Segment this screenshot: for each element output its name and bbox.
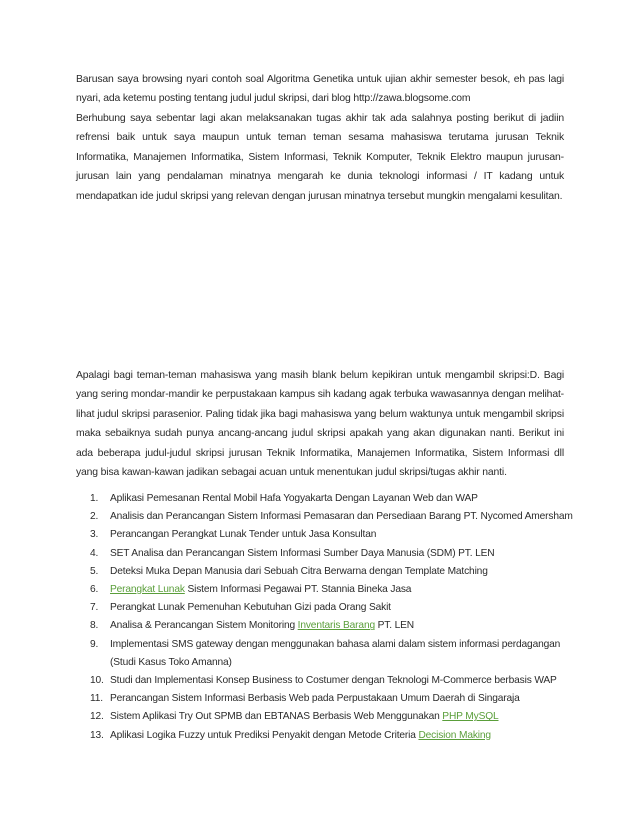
item-text: Sistem Aplikasi Try Out SPMB dan EBTANAS Berbasis Web Menggunakan [110,711,443,723]
item-number: 5. [90,565,99,577]
thesis-title-list [76,490,576,745]
item-text: Aplikasi Pemesanan Rental Mobil Hafa Yogyakarta Dengan Layanan Web dan WAP [110,493,478,504]
item-text: Studi dan Implementasi Konsep Business to Costumer dengan Teknologi M-Commerce berbasis WAP [110,675,557,687]
item-number: 4. [90,547,99,559]
list-item [76,508,576,526]
item-text: Analisis dan Perancangan Sistem Informasi Pemasaran dan Persediaan Barang PT. Nycomed Amersham [110,511,573,523]
item-number: 7. [90,602,99,614]
list-item [76,636,576,672]
intro-paragraph: Barusan saya browsing nyari contoh soal Algoritma Genetika untuk ujian akhir semester besok, eh pas lagi nyari, ada ketemu posting tentang judul judul skripsi, dari blog http://zawa.blogsome.com [76,74,564,105]
item-link-decision-making[interactable]: Decision Making [418,729,491,741]
item-number: 12. [90,711,104,723]
item-text: Perancangan Sistem Informasi Berbasis Web pada Perpustakaan Umum Daerah di Singaraja [110,693,520,705]
item-text: Implementasi SMS gateway dengan menggunakan bahasa alami dalam sistem informasi perdagangan (Studi Kasus Toko Amanna) [110,638,561,668]
item-text: Deteksi Muka Depan Manusia dari Sebuah Citra Berwarna dengan Template Matching [110,565,488,577]
list-item [76,599,576,617]
item-number: 9. [90,638,99,650]
list-item [76,490,576,508]
item-text: Perancangan Perangkat Lunak Tender untuk Jasa Konsultan [110,529,377,541]
list-item [76,563,576,581]
list-item [76,617,576,635]
item-number: 2. [90,511,99,523]
item-number: 10. [90,675,104,687]
list-item [76,727,576,745]
item-number: 8. [90,620,99,632]
item-link-php-mysql[interactable]: PHP MySQL [442,711,499,723]
item-text: Aplikasi Logika Fuzzy untuk Prediksi Penyakit dengan Metode Criteria [110,729,419,741]
item-text: Perangkat Lunak Pemenuhan Kebutuhan Gizi pada Orang Sakit [110,602,391,614]
item-number: 6. [90,584,99,596]
list-item [76,581,576,599]
item-text: SET Analisa dan Perancangan Sistem Informasi Sumber Daya Manusia (SDM) PT. LEN [110,547,495,559]
list-item [76,708,576,726]
item-text: Analisa & Perancangan Sistem Monitoring [110,620,298,632]
list-item [76,545,576,563]
reasoning-paragraph: Berhubung saya sebentar lagi akan melaksanakan tugas akhir tak ada salahnya posting berikut di jadiin refrensi baik untuk saya maupun untuk teman teman sesama mahasiswa terutama jurusan Teknik Informatika, Manajemen Informatika, Sistem Informasi, Teknik Komputer, Teknik Elektro maupun jurusan-jurusan lain yang pendalaman minatnya mengarah ke dunia teknologi informasi / IT kadang untuk mendapatkan ide judul skripsi yang relevan dengan jurusan minatnya tersebut mungkin mengalami kesulitan. [76,113,564,202]
list-item [76,672,576,690]
item-text: PT. LEN [374,620,414,632]
list-item [76,526,576,544]
context-paragraph: Apalagi bagi teman-teman mahasiswa yang masih blank belum kepikiran untuk mengambil skripsi:D. Bagi yang sering mondar-mandir ke perpustakaan kampus sih kadang agak terbuka wawasannya dengan melihat-lihat judul skripsi parasenior. Paling tidak jika bagi mahasiswa yang belum waktunya untuk mengambil skripsi maka sebaiknya sudah punya ancang-ancang judul skripsi apakah yang akan digunakan nanti. Berikut ini ada beberapa judul-judul skripsi jurusan Teknik Informatika, Manajemen Informatika, Sistem Informasi dll yang bisa kawan-kawan jadikan sebagai acuan untuk menentukan judul skripsi/tugas akhir nanti. [76,370,564,479]
item-number: 1. [90,493,99,504]
item-number: 11. [90,693,103,705]
item-link-perangkat-lunak[interactable]: Perangkat Lunak [110,584,185,596]
item-text: Sistem Informasi Pegawai PT. Stannia Bineka Jasa [184,584,412,596]
item-number: 13. [90,729,104,741]
list-item [76,690,576,708]
item-number: 3. [90,529,99,541]
item-link-inventaris-barang[interactable]: Inventaris Barang [297,620,375,632]
